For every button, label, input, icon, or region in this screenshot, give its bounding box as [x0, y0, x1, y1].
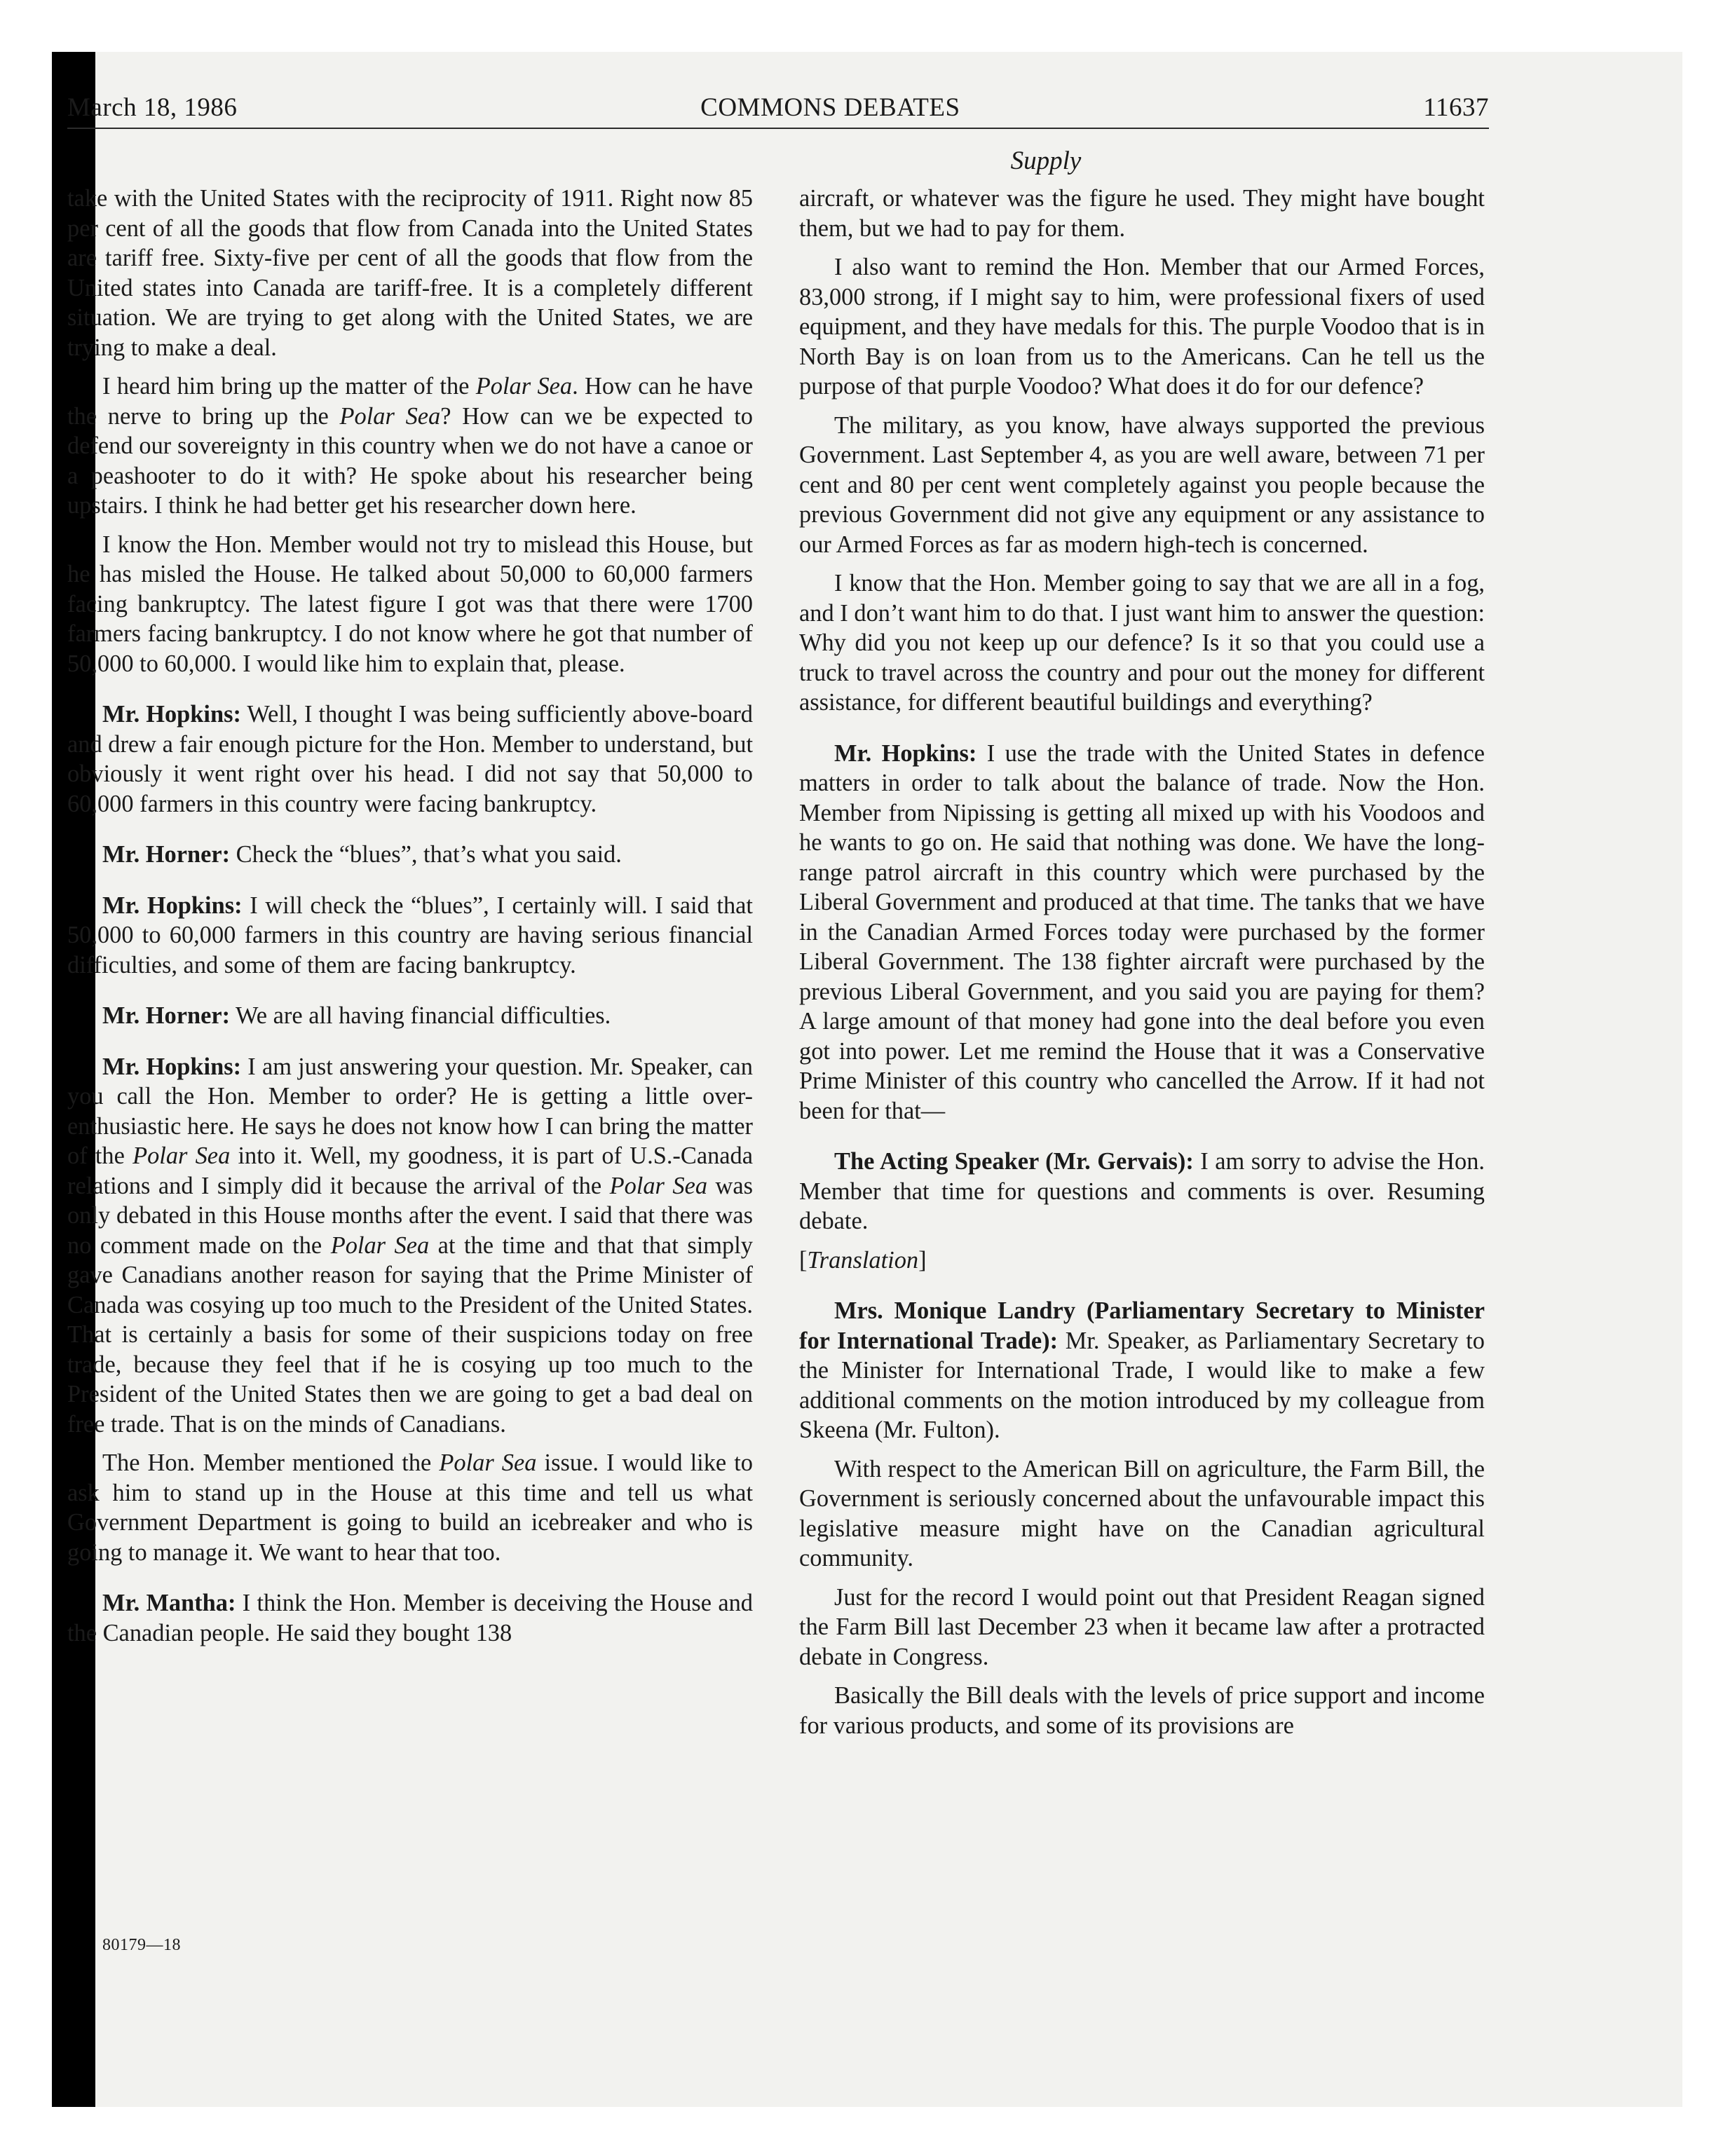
paragraph	[799, 1147, 1485, 1236]
paragraph	[799, 739, 1485, 1126]
speaker-name: Mr. Hopkins:	[102, 892, 243, 919]
paragraph	[799, 1583, 1485, 1672]
text-segment: ? How can we be expected to defend our sovereignty in this country when we do not have a canoe or a peashooter to do it with? He spoke about his researcher being upstairs. I think he had better get his researcher down here.	[67, 402, 753, 519]
italic-text: Translation	[807, 1246, 919, 1274]
speaker-name: Mrs. Monique Landry (Parliamentary Secretary to Minister for International Trade):	[799, 1297, 1485, 1354]
paragraph	[67, 891, 753, 981]
paragraph	[799, 252, 1485, 402]
text-segment: I am sorry to advise the Hon. Member that time for questions and comments is over. Resuming debate.	[799, 1148, 1485, 1234]
text-segment: take with the United States with the reciprocity of 1911. Right now 85 per cent of all the goods that flow from Canada into the United States are tariff free. Sixty-five per cent of all the goods that flow from the United states into Canada are tariff-free. It is a completely different situation. We are trying to get along with the United States, we are trying to make a deal.	[67, 185, 753, 361]
paragraph	[67, 1588, 753, 1648]
speaker-name: Mr. Hopkins:	[102, 1053, 242, 1080]
paragraph	[67, 840, 753, 870]
speaker-name: Mr. Horner:	[102, 841, 231, 868]
italic-text: Polar Sea	[475, 373, 573, 400]
paragraph	[799, 184, 1485, 243]
text-segment: I know the Hon. Member would not try to mislead this House, but he has misled the House. He talked about 50,000 to 60,000 farmers facing bankruptcy. The latest figure I got was that there were 1700 farmers facing bankruptcy. I do not know where he got that number of 50,000 to 60,000. I would like him to explain that, please.	[67, 531, 753, 677]
text-segment: The military, as you know, have always supported the previous Government. Last September 4, as you are well aware, between 71 per cent and 80 per cent went completely against you people because the previous Government did not give any equipment or any assistance to our Armed Forces as far as modern high-tech is concerned.	[799, 411, 1485, 558]
paragraph	[799, 1296, 1485, 1445]
paragraph	[67, 371, 753, 521]
running-head	[67, 93, 1489, 123]
text-segment: Basically the Bill deals with the levels of price support and income for various products, and some of its provisions are	[799, 1682, 1485, 1739]
footer-code: 80179—18	[102, 1936, 181, 1954]
header-page-number: 11637	[1423, 93, 1489, 122]
text-segment: Mr. Speaker, as Parliamentary Secretary to the Minister for International Trade, I would like to make a few additional comments on the motion introduced by my colleague from Skeena (Mr. Fulton).	[799, 1327, 1485, 1443]
text-segment: [	[799, 1246, 808, 1274]
paragraph	[799, 1246, 1485, 1276]
text-segment: I will check the “blues”, I certainly will. I said that 50,000 to 60,000 farmers in this country are having serious financial difficulties, and some of them are facing bankruptcy.	[67, 892, 753, 978]
text-segment: We are all having financial difficulties.	[230, 1002, 611, 1029]
paragraph	[799, 411, 1485, 560]
text-segment: . How can he have the nerve to bring up the	[67, 373, 753, 430]
paragraph	[67, 700, 753, 819]
text-segment: Check the “blues”, that’s what you said.	[230, 841, 622, 868]
speaker-name: Mr. Hopkins:	[102, 701, 241, 728]
italic-text: Polar Sea	[439, 1449, 537, 1476]
text-segment: I know that the Hon. Member going to say that we are all in a fog, and I don’t want him to do that. I just want him to answer the question: Why did you not keep up our defence? Is it so that you could use a truck to travel across the country and pour out the money for different assistance, for different beautiful buildings and everything?	[799, 570, 1485, 716]
speaker-name: The Acting Speaker (Mr. Gervais):	[834, 1148, 1194, 1175]
section-label: Supply	[1010, 146, 1082, 175]
text-segment: I heard him bring up the matter of the	[102, 373, 476, 400]
text-segment: at the time and that that simply gave Canadians another reason for saying that the Prime Minister of Canada was cosying up too much to the President of the United States. That is certainly a basis for some of their suspicions today on free trade, because they feel that if he is cosying up too much to the President of the United States then we are going to get a bad deal on free trade. That is on the minds of Canadians.	[67, 1231, 753, 1438]
text-segment: I use the trade with the United States in defence matters in order to talk about the balance of trade. Now the Hon. Member from Nipissing is getting all mixed up with his Voodoos and he wants to go on. He said that nothing was done. We have the long-range patrol aircraft in this country which were purchased by the Liberal Government and produced at that time. The tanks that we have in the Canadian Armed Forces today were purchased by the former Liberal Government. The 138 fighter aircraft were purchased by the previous Liberal Government, and you said you are paying for them? A large amount of that money had gone into the deal before you even got into power. Let me remind the House that it was a Conservative Prime Minister of this country who cancelled the Arrow. If it had not been for that—	[799, 739, 1485, 1124]
text-segment: aircraft, or whatever was the figure he used. They might have bought them, but we had to pay for them.	[799, 185, 1485, 242]
header-title: COMMONS DEBATES	[700, 93, 960, 122]
speaker-name: Mr. Hopkins:	[834, 739, 977, 767]
paragraph	[799, 568, 1485, 718]
text-segment: I also want to remind the Hon. Member that our Armed Forces, 83,000 strong, if I might say to him, were professional fixers of used equipment, and they have medals for this. The purple Voodoo that is in North Bay is on loan from us to the Americans. Can he tell us the purpose of that purple Voodoo? What does it do for our defence?	[799, 254, 1485, 400]
paragraph	[67, 530, 753, 679]
text-segment: was only debated in this House months after the event. I said that there was no comment made on the	[67, 1172, 753, 1259]
text-segment: into it. Well, my goodness, it is part of U.S.-Canada relations and I simply did it because the arrival of the	[67, 1142, 754, 1199]
italic-text: Polar Sea	[609, 1172, 708, 1199]
italic-text: Polar Sea	[132, 1142, 231, 1169]
speaker-name: Mr. Horner:	[102, 1002, 231, 1029]
paragraph	[67, 1052, 753, 1440]
text-segment: I think the Hon. Member is deceiving the House and the Canadian people. He said they bought 138	[67, 1590, 753, 1646]
header-rule	[67, 128, 1489, 129]
left-column	[67, 184, 753, 1657]
text-segment: Well, I thought I was being sufficiently above-board and drew a fair enough picture for the Hon. Member to understand, but obviously it went right over his head. I did not say that 50,000 to 60,000 farmers in this country were facing bankruptcy.	[67, 701, 753, 817]
text-segment: ]	[918, 1246, 927, 1274]
text-segment: Just for the record I would point out that President Reagan signed the Farm Bill last December 23 when it became law after a protracted debate in Congress.	[799, 1583, 1485, 1670]
paragraph	[799, 1454, 1485, 1574]
header-date: March 18, 1986	[67, 93, 238, 122]
text-segment: issue. I would like to ask him to stand up in the House at this time and tell us what Government Department is going to build an icebreaker and who is going to manage it. We want to hear that too.	[67, 1449, 753, 1566]
paragraph	[67, 1001, 753, 1031]
text-segment: I am just answering your question. Mr. Speaker, can you call the Hon. Member to order? He is getting a little over-enthusiastic here. He says he does not know how I can bring the matter of the	[67, 1053, 753, 1169]
italic-text: Polar Sea	[339, 402, 441, 430]
speaker-name: Mr. Mantha:	[102, 1590, 236, 1616]
right-column	[799, 184, 1485, 1749]
italic-text: Polar Sea	[330, 1231, 430, 1259]
paragraph	[67, 184, 753, 362]
text-segment: With respect to the American Bill on agriculture, the Farm Bill, the Government is seriously concerned about the unfavourable impact this legislative measure might have on the Canadian agricultural community.	[799, 1455, 1485, 1571]
paragraph	[67, 1448, 753, 1567]
paragraph	[799, 1681, 1485, 1740]
text-segment: The Hon. Member mentioned the	[102, 1449, 440, 1476]
